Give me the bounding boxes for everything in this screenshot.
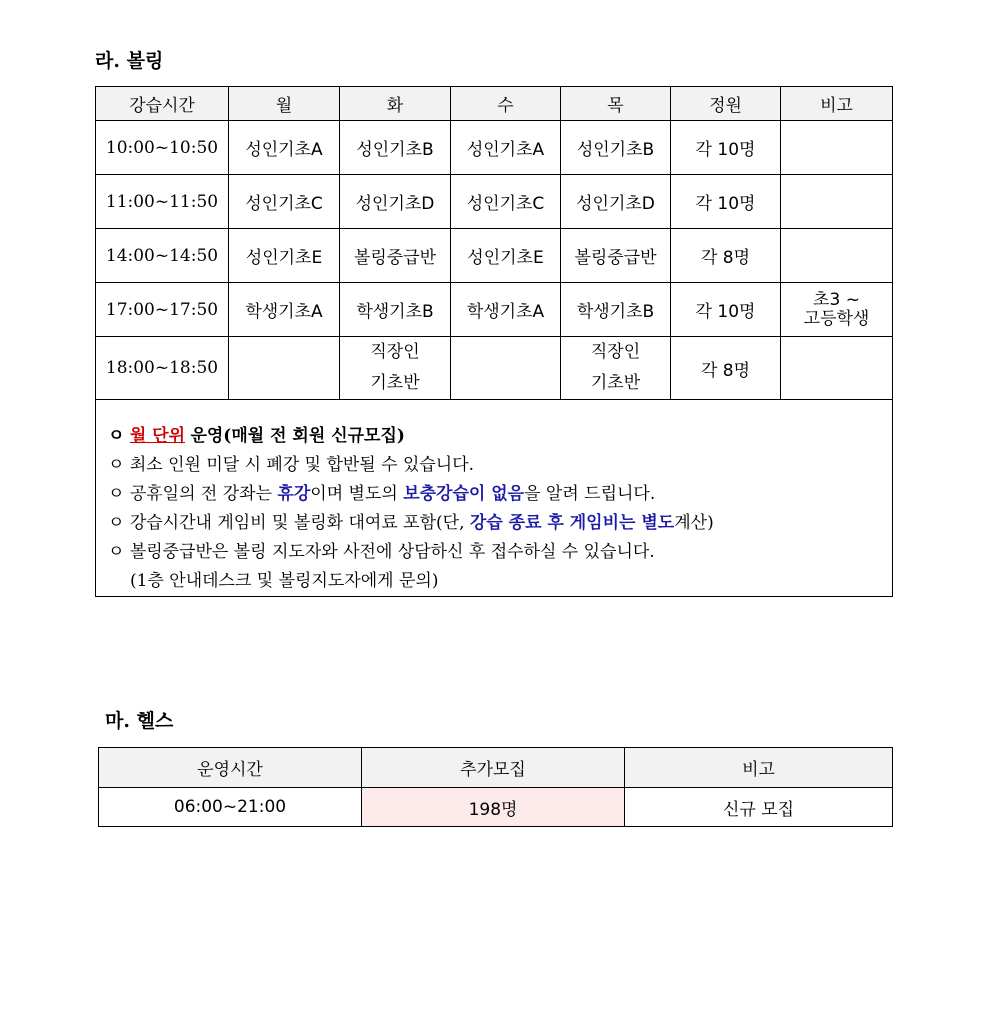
cell-thu: 볼링중급반 (561, 229, 671, 283)
table-row (96, 337, 893, 400)
cell-capacity: 각 8명 (671, 229, 781, 283)
cell-mon: 성인기초C (229, 175, 340, 229)
note-text: 계산) (674, 513, 714, 533)
cell-note: 신규 모집 (625, 788, 893, 827)
notes-box (96, 400, 893, 597)
cell-wed: 학생기초A (451, 283, 561, 337)
note-line: 고등학생 (803, 308, 870, 329)
header-wed: 수 (451, 87, 561, 121)
cell-capacity: 각 10명 (671, 121, 781, 175)
cell-wed (451, 337, 561, 400)
note-text: ㅇ 강습시간내 게임비 및 볼링화 대여료 포함(단, (108, 513, 470, 533)
note-text: 이며 별도의 (310, 484, 404, 504)
cell-tue: 성인기초B (340, 121, 451, 175)
header-tue: 화 (340, 87, 451, 121)
cell-time: 10:00~10:50 (96, 121, 229, 175)
table-row (96, 283, 893, 337)
table-row (96, 175, 893, 229)
cell-time: 14:00~14:50 (96, 229, 229, 283)
note-text: 운영(매월 전 회원 신규모집) (190, 426, 405, 446)
cell-note (781, 229, 893, 283)
cell-note (781, 121, 893, 175)
header-hours: 운영시간 (99, 748, 362, 788)
health-table (98, 747, 893, 827)
cell-note (781, 283, 893, 337)
cell-thu: 학생기초B (561, 283, 671, 337)
notes-row (96, 400, 893, 597)
note-item (108, 480, 892, 509)
cell-thu: 성인기초D (561, 175, 671, 229)
bowling-schedule-table (95, 86, 893, 597)
header-extra: 추가모집 (362, 748, 625, 788)
table-header-row (96, 87, 893, 121)
cell-line: 직장인 (370, 342, 420, 362)
highlight-red: 월 단위 (129, 426, 186, 446)
cell-note (781, 337, 893, 400)
note-item: ㅇ 최소 인원 미달 시 폐강 및 합반될 수 있습니다. (108, 455, 475, 475)
table-header-row (99, 748, 893, 788)
cell-capacity: 각 10명 (671, 283, 781, 337)
cell-wed: 성인기초C (451, 175, 561, 229)
cell-tue (340, 337, 451, 400)
bowling-section-title: 라. 볼링 (95, 50, 164, 72)
header-time: 강습시간 (96, 87, 229, 121)
note-text: ㅇ 공휴일의 전 강좌는 (108, 484, 278, 504)
table-row (96, 229, 893, 283)
cell-hours: 06:00~21:00 (99, 788, 362, 827)
cell-mon: 성인기초A (229, 121, 340, 175)
cell-mon: 성인기초E (229, 229, 340, 283)
health-section-title: 마. 헬스 (105, 710, 174, 732)
cell-time: 17:00~17:50 (96, 283, 229, 337)
cell-line: 기초반 (370, 373, 420, 393)
cell-time: 11:00~11:50 (96, 175, 229, 229)
cell-mon (229, 337, 340, 400)
header-thu: 목 (561, 87, 671, 121)
note-item: (1층 안내데스크 및 볼링지도자에게 문의) (130, 571, 439, 591)
highlight-blue: 보충강습이 없음 (403, 484, 525, 504)
cell-thu (561, 337, 671, 400)
note-line: 초3 ~ (813, 289, 860, 310)
header-note: 비고 (781, 87, 893, 121)
note-item: ㅇ 볼링중급반은 볼링 지도자와 사전에 상담하신 후 접수하실 수 있습니다. (108, 542, 655, 562)
header-capacity: 정원 (671, 87, 781, 121)
note-item (108, 509, 892, 538)
note-text: 을 알려 드립니다. (524, 484, 656, 504)
cell-tue: 볼링중급반 (340, 229, 451, 283)
header-note: 비고 (625, 748, 893, 788)
cell-line: 기초반 (590, 373, 641, 393)
cell-line: 직장인 (590, 342, 641, 362)
cell-capacity: 각 8명 (671, 337, 781, 400)
cell-note (781, 175, 893, 229)
cell-mon: 학생기초A (229, 283, 340, 337)
cell-wed: 성인기초E (451, 229, 561, 283)
highlight-blue: 휴강 (277, 484, 311, 504)
cell-wed: 성인기초A (451, 121, 561, 175)
header-mon: 월 (229, 87, 340, 121)
cell-tue: 성인기초D (340, 175, 451, 229)
bullet: ㅇ (108, 426, 125, 446)
note-item (108, 422, 892, 451)
highlight-blue: 강습 종료 후 게임비는 별도 (469, 513, 675, 533)
table-row (96, 121, 893, 175)
cell-time: 18:00~18:50 (96, 337, 229, 400)
table-row (99, 788, 893, 827)
cell-thu: 성인기초B (561, 121, 671, 175)
cell-tue: 학생기초B (340, 283, 451, 337)
cell-extra: 198명 (362, 788, 625, 827)
cell-capacity: 각 10명 (671, 175, 781, 229)
